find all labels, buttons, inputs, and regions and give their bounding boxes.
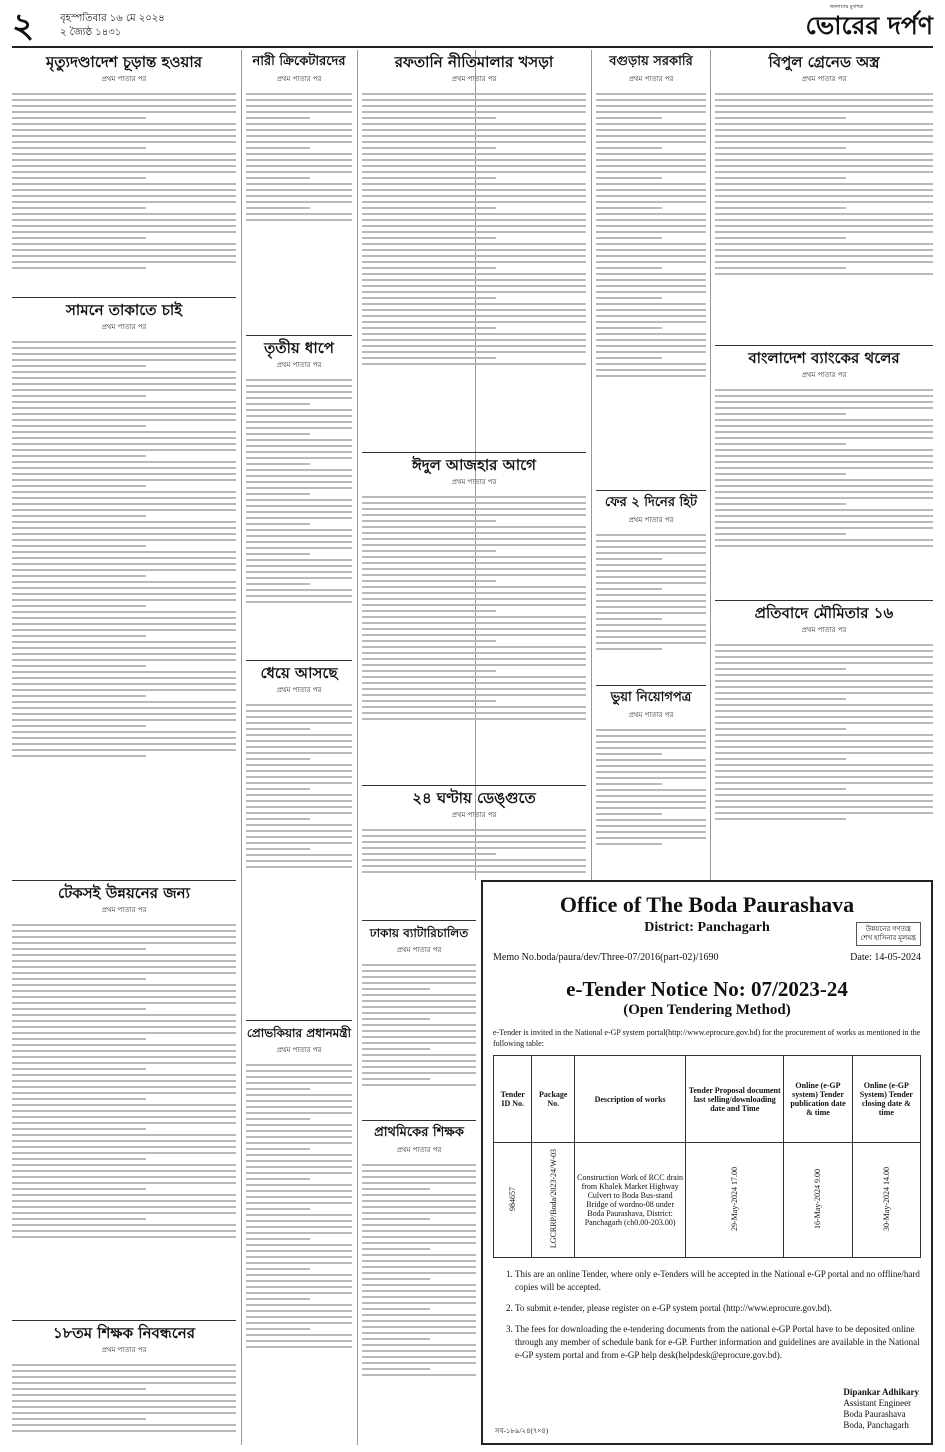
column-header: Description of works xyxy=(575,1056,686,1143)
headline: নারী ক্রিকেটারদের xyxy=(252,54,346,69)
body-text xyxy=(362,958,476,1086)
tender-table xyxy=(493,1055,921,1258)
article-teacher-registration xyxy=(12,1320,236,1448)
column-rule xyxy=(591,50,592,880)
body-text xyxy=(12,1358,236,1432)
column-header: Online (e-GP System) Tender closing date & time xyxy=(852,1056,920,1143)
signer-name: Dipankar Adhikary xyxy=(843,1387,919,1397)
article-fake-appointment xyxy=(596,685,706,878)
article-primary-teacher xyxy=(362,1120,476,1448)
body-text xyxy=(12,87,236,269)
article-battery-rickshaw xyxy=(362,920,476,1113)
continued-label: প্রথম পাতার পর xyxy=(801,626,847,634)
ad-slogan-badge xyxy=(856,922,921,946)
continued-label: প্রথম পাতার পর xyxy=(276,361,322,369)
article-grenade-arms xyxy=(715,52,933,337)
memo-date: Date: 14-05-2024 xyxy=(850,952,921,963)
column-rule xyxy=(710,50,711,880)
article-moumita-protest xyxy=(715,600,933,878)
continued-label: প্রথম পাতার পর xyxy=(801,75,847,83)
continued-label: প্রথম পাতার পর xyxy=(628,516,674,524)
article-bogura-govt xyxy=(596,52,706,482)
article-death-sentence xyxy=(12,52,236,292)
masthead-logo xyxy=(806,6,934,46)
signer-place: Boda, Panchagarh xyxy=(843,1420,909,1430)
body-text xyxy=(246,87,352,221)
article-look-ahead xyxy=(12,297,236,875)
badge-line: উন্নয়নের গণতন্ত্র xyxy=(865,925,911,933)
tender-notes xyxy=(515,1268,921,1362)
cell-package: LGCRRP/Boda/2023-24/W-03 xyxy=(532,1143,575,1258)
logo-text: ভোরের দর্পণ xyxy=(805,11,933,40)
column-header: Online (e-GP system) Tender publication date & time xyxy=(784,1056,852,1143)
cell-closing: 30-May-2024 14.00 xyxy=(852,1143,920,1258)
article-sustainable-development xyxy=(12,880,236,1313)
body-text xyxy=(596,528,706,650)
signer-title: Assistant Engineer xyxy=(843,1398,912,1408)
continued-label: প্রথম পাতার পর xyxy=(396,946,442,954)
ad-reference: সব-১৮৯/২৪(৭×৪) xyxy=(495,1427,549,1435)
continued-label: প্রথম পাতার পর xyxy=(628,75,674,83)
body-text xyxy=(362,490,586,720)
headline: ২৪ ঘণ্টায় ডেঙ্গুতে xyxy=(412,789,536,807)
headline: সামনে তাকাতে চাই xyxy=(66,301,182,319)
headline: ঢাকায় ব্যাটারিচালিত xyxy=(369,926,469,940)
issue-date xyxy=(60,12,165,40)
body-text xyxy=(596,723,706,845)
article-dengue xyxy=(362,785,586,878)
body-text xyxy=(362,87,586,365)
headline: প্রতিবাদে মৌমিতার ১৬ xyxy=(754,604,894,622)
page-header xyxy=(12,6,933,48)
article-women-cricketers xyxy=(246,52,352,227)
body-text xyxy=(246,373,352,603)
continued-label: প্রথম পাতার পর xyxy=(451,75,497,83)
logo-tagline: জনগণের মুখপত্র xyxy=(829,4,863,10)
body-text xyxy=(715,638,933,820)
column-header: Tender Proposal document last selling/downloading date and Time xyxy=(686,1056,784,1143)
continued-label: প্রথম পাতার পর xyxy=(101,75,147,83)
signature-block xyxy=(843,1387,919,1431)
headline: ১৮তম শিক্ষক নিবন্ধনের xyxy=(52,1324,195,1342)
continued-label: প্রথম পাতার পর xyxy=(276,75,322,83)
body-text xyxy=(12,335,236,757)
headline: ধেয়ে আসছে xyxy=(260,664,338,682)
article-heatwave xyxy=(596,490,706,678)
table-row xyxy=(494,1143,921,1258)
article-export-policy xyxy=(362,52,586,437)
body-text xyxy=(246,1058,352,1348)
article-eid-ul-adha xyxy=(362,452,586,780)
continued-label: প্রথম পাতার পর xyxy=(101,906,147,914)
headline: রফতানি নীতিমালার খসড়া xyxy=(394,53,554,71)
headline: টেকসই উন্নয়নের জন্য xyxy=(58,884,190,902)
page-number: ২ xyxy=(12,6,35,46)
tender-notice-title: e-Tender Notice No: 07/2023-24 xyxy=(566,977,848,1001)
ad-memo-line xyxy=(493,952,921,963)
signer-office: Boda Paurashava xyxy=(843,1409,906,1419)
continued-label: প্রথম পাতার পর xyxy=(396,1146,442,1154)
article-slovakia-pm xyxy=(246,1020,352,1448)
continued-label: প্রথম পাতার পর xyxy=(628,711,674,719)
continued-label: প্রথম পাতার পর xyxy=(801,371,847,379)
continued-label: প্রথম পাতার পর xyxy=(101,1346,147,1354)
body-text xyxy=(715,87,933,275)
date-gregorian: বৃহস্পতিবার ১৬ মে ২০২৪ xyxy=(60,13,165,24)
column-rule xyxy=(357,50,358,1445)
body-text xyxy=(715,383,933,547)
headline: তৃতীয় ধাপে xyxy=(264,339,334,357)
table-header-row xyxy=(494,1056,921,1143)
badge-line: শেখ হাসিনার মূলমন্ত্র xyxy=(860,934,916,942)
tender-intro: e-Tender is invited in the National e-GP system portal(http://www.eprocure.gov.bd) for the procurement of works as mentioned in the following table: xyxy=(493,1028,921,1048)
ad-office-title: Office of The Boda Paurashava xyxy=(559,892,855,917)
headline: মৃত্যুদণ্ডাদেশ চূড়ান্ত হওয়ার xyxy=(46,53,202,71)
headline: প্রাথমিকের শিক্ষক xyxy=(374,1125,464,1140)
headline: ঈদুল আজহার আগে xyxy=(411,456,537,474)
body-text xyxy=(12,918,236,1238)
continued-label: প্রথম পাতার পর xyxy=(276,686,322,694)
article-bangladesh-bank xyxy=(715,345,933,598)
body-text xyxy=(362,1158,476,1376)
continued-label: প্রথম পাতার পর xyxy=(101,323,147,331)
memo-number: Memo No.boda/paura/dev/Three-07/2016(part-02)/1690 xyxy=(493,952,719,963)
body-text xyxy=(246,698,352,868)
note-item: 3. The fees for downloading the e-tendering documents from the national e-GP Portal have to be deposited online through any member of schedule bank for e-GP. Further information and guidelines are available in the National e-GP system portal and from e-GP help desk(helpdesk@eprocure.gov.bd). xyxy=(515,1323,921,1362)
headline: বগুড়ায় সরকারি xyxy=(609,54,693,69)
headline: বিপুল গ্রেনেড অস্ত্র xyxy=(768,53,880,71)
column-rule xyxy=(241,50,242,1445)
column-header: Tender ID No. xyxy=(494,1056,532,1143)
note-item: 1. This are an online Tender, where only e-Tenders will be accepted in the National e-GP portal and no offline/hard copies will be accepted. xyxy=(515,1268,921,1294)
continued-label: প্রথম পাতার পর xyxy=(451,478,497,486)
article-third-phase xyxy=(246,335,352,658)
cell-tender-id: 984657 xyxy=(494,1143,532,1258)
date-bengali: ২ জ্যৈষ্ঠ ১৪৩১ xyxy=(60,27,122,38)
cell-publication: 16-May-2024 9.00 xyxy=(784,1143,852,1258)
cell-last-selling: 29-May-2024 17.00 xyxy=(686,1143,784,1258)
article-approaching-storm xyxy=(246,660,352,913)
body-text xyxy=(596,87,706,377)
headline: ফের ২ দিনের হিট xyxy=(604,495,698,510)
headline: প্রোভকিয়ার প্রধানমন্ত্রী xyxy=(246,1026,352,1040)
column-header: Package No. xyxy=(532,1056,575,1143)
tender-advertisement xyxy=(481,880,933,1445)
tender-method: (Open Tendering Method) xyxy=(623,1002,791,1018)
ad-district: District: Panchagarh xyxy=(644,920,770,935)
cell-description: Construction Work of RCC drain from Khalek Market Highway Culvert to Boda Bus-stand Bridge of wordno-08 under Boda Paurashava, District: Panchagarh (ch0.00-203.00) xyxy=(575,1143,686,1258)
headline: ভুয়া নিয়োগপত্র xyxy=(610,690,692,705)
continued-label: প্রথম পাতার পর xyxy=(276,1046,322,1054)
body-text xyxy=(362,823,586,873)
note-item: 2. To submit e-tender, please register on e-GP system portal (http://www.eprocure.gov.bd). xyxy=(515,1302,921,1315)
headline: বাংলাদেশ ব্যাংকের থলের xyxy=(748,349,900,367)
continued-label: প্রথম পাতার পর xyxy=(451,811,497,819)
